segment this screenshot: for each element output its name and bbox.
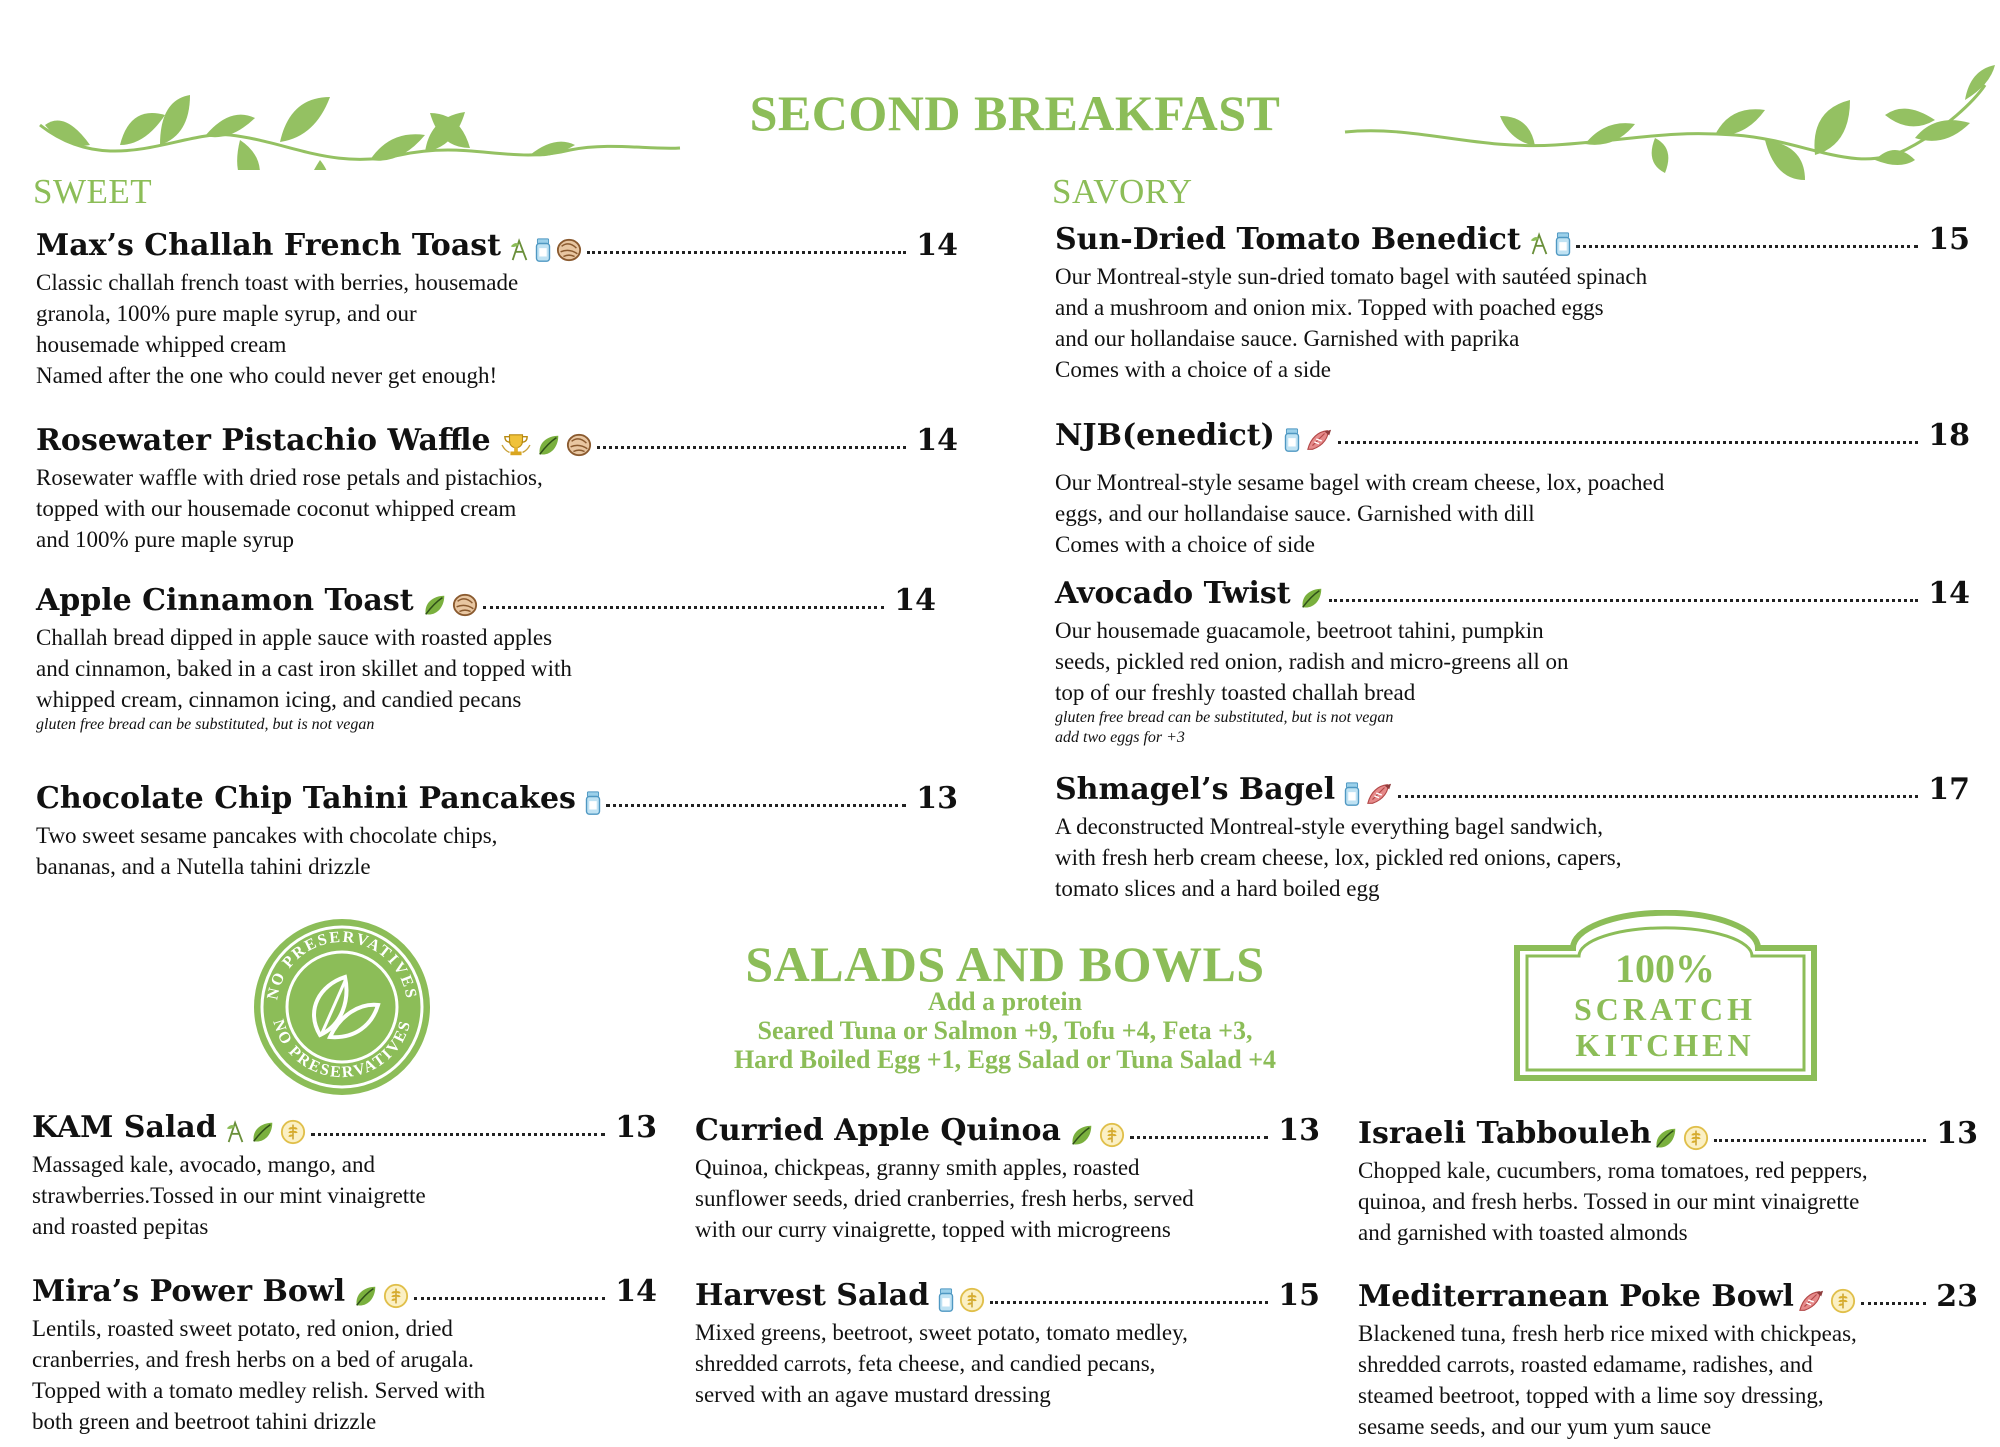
item-price: 13 bbox=[916, 781, 958, 816]
dot-leader bbox=[1329, 599, 1919, 602]
protein-line: Seared Tuna or Salmon +9, Tofu +4, Feta +3, bbox=[757, 1016, 1253, 1045]
vegetarian-icon bbox=[1529, 231, 1551, 257]
item-description bbox=[695, 1317, 1320, 1410]
dairy-icon bbox=[1283, 427, 1301, 453]
badge-text-scratch: SCRATCH bbox=[1573, 991, 1757, 1027]
desc-line: whipped cream, cinnamon icing, and candied pecans bbox=[36, 687, 522, 712]
item-price: 15 bbox=[1278, 1278, 1320, 1313]
desc-line: Our housemade guacamole, beetroot tahini, pumpkin bbox=[1055, 618, 1544, 643]
item-description bbox=[1055, 811, 1970, 904]
desc-line: Two sweet sesame pancakes with chocolate chips, bbox=[36, 823, 498, 848]
desc-line: Our Montreal-style sun-dried tomato bagel with sautéed spinach bbox=[1055, 264, 1648, 289]
desc-line: Lentils, roasted sweet potato, red onion, dried bbox=[32, 1316, 453, 1341]
desc-line: strawberries.Tossed in our mint vinaigrette bbox=[32, 1183, 426, 1208]
salads-column-2 bbox=[695, 1113, 1320, 1410]
desc-line: and 100% pure maple syrup bbox=[36, 527, 295, 552]
desc-line: seeds, pickled red onion, radish and micro-greens all on bbox=[1055, 649, 1569, 674]
desc-line: shredded carrots, roasted edamame, radishes, and bbox=[1358, 1352, 1813, 1377]
item-name: Harvest Salad bbox=[695, 1278, 930, 1313]
desc-line: both green and beetroot tahini drizzle bbox=[32, 1409, 377, 1434]
desc-line: and cinnamon, baked in a cast iron skillet and topped with bbox=[36, 656, 572, 681]
vegetarian-icon bbox=[225, 1119, 247, 1145]
gluten-free-icon bbox=[958, 1287, 986, 1313]
page-title: SECOND BREAKFAST bbox=[749, 85, 1281, 141]
dot-leader bbox=[1576, 245, 1919, 248]
menu-item bbox=[36, 228, 958, 423]
menu-item bbox=[36, 781, 958, 882]
desc-line: top of our freshly toasted challah bread bbox=[1055, 680, 1416, 705]
salads-column-1 bbox=[32, 1110, 657, 1437]
desc-line: Comes with a choice of a side bbox=[1055, 357, 1331, 382]
dairy-icon bbox=[1554, 231, 1572, 257]
item-description bbox=[1055, 261, 1970, 385]
desc-line: served with an agave mustard dressing bbox=[695, 1382, 1051, 1407]
item-name: Mira’s Power Bowl bbox=[32, 1274, 346, 1309]
item-price: 14 bbox=[916, 228, 958, 263]
item-price: 14 bbox=[916, 423, 958, 458]
item-note: gluten free bread can be substituted, but is not vegan bbox=[1055, 709, 1394, 726]
desc-line: Named after the one who could never get enough! bbox=[36, 363, 498, 388]
desc-line: bananas, and a Nutella tahini drizzle bbox=[36, 854, 371, 879]
item-name: KAM Salad bbox=[32, 1110, 217, 1145]
menu-item bbox=[1055, 418, 1970, 576]
item-price: 13 bbox=[1936, 1116, 1978, 1151]
fish-icon bbox=[1304, 427, 1334, 453]
savory-column bbox=[1055, 222, 1970, 904]
dot-leader bbox=[1130, 1136, 1268, 1139]
dot-leader bbox=[483, 606, 885, 609]
nut-icon bbox=[565, 432, 593, 458]
fish-icon bbox=[1796, 1288, 1826, 1314]
dairy-icon bbox=[584, 790, 602, 816]
no-preservatives-badge bbox=[250, 915, 435, 1100]
item-name: Avocado Twist bbox=[1055, 576, 1291, 611]
item-price: 13 bbox=[1278, 1113, 1320, 1148]
vegan-leaf-icon bbox=[1653, 1125, 1679, 1151]
menu-item bbox=[1358, 1116, 1978, 1279]
menu-item bbox=[36, 423, 958, 583]
menu-item bbox=[695, 1113, 1320, 1278]
item-description bbox=[695, 1152, 1320, 1245]
item-price: 23 bbox=[1936, 1279, 1978, 1314]
item-name: Israeli Tabbouleh bbox=[1358, 1116, 1652, 1151]
section-heading-sweet: SWEET bbox=[33, 172, 153, 211]
salads-column-3 bbox=[1358, 1116, 1978, 1442]
nut-icon bbox=[555, 237, 583, 263]
dot-leader bbox=[1714, 1139, 1926, 1142]
desc-line: with our curry vinaigrette, topped with microgreens bbox=[695, 1217, 1171, 1242]
desc-line: eggs, and our hollandaise sauce. Garnished with dill bbox=[1055, 501, 1535, 526]
dot-leader bbox=[1861, 1302, 1926, 1305]
vegan-leaf-icon bbox=[353, 1283, 379, 1309]
protein-line: Hard Boiled Egg +1, Egg Salad or Tuna Salad +4 bbox=[733, 1045, 1277, 1074]
desc-line: Challah bread dipped in apple sauce with roasted apples bbox=[36, 625, 553, 650]
gluten-free-icon bbox=[1829, 1288, 1857, 1314]
dot-leader bbox=[990, 1301, 1268, 1304]
item-name: Apple Cinnamon Toast bbox=[36, 583, 414, 618]
sweet-column bbox=[36, 228, 958, 882]
item-price: 14 bbox=[1928, 576, 1970, 611]
item-name: Curried Apple Quinoa bbox=[695, 1113, 1061, 1148]
desc-line: Classic challah french toast with berries, housemade bbox=[36, 270, 519, 295]
dot-leader bbox=[414, 1297, 605, 1300]
menu-item bbox=[1055, 222, 1970, 418]
item-price: 13 bbox=[615, 1110, 657, 1145]
award-icon bbox=[499, 432, 533, 458]
desc-line: sunflower seeds, dried cranberries, fresh herbs, served bbox=[695, 1186, 1194, 1211]
desc-line: Comes with a choice of side bbox=[1055, 532, 1315, 557]
protein-heading: Add a protein bbox=[927, 987, 1083, 1016]
desc-line: and a mushroom and onion mix. Topped with poached eggs bbox=[1055, 295, 1604, 320]
item-name: Max’s Challah French Toast bbox=[36, 228, 501, 263]
vegan-leaf-icon bbox=[536, 432, 562, 458]
item-price: 14 bbox=[894, 583, 936, 618]
dot-leader bbox=[606, 804, 906, 807]
item-description bbox=[1358, 1318, 1978, 1442]
item-description bbox=[1055, 615, 1970, 708]
desc-line: Quinoa, chickpeas, granny smith apples, roasted bbox=[695, 1155, 1140, 1180]
dot-leader bbox=[597, 446, 907, 449]
item-name: Chocolate Chip Tahini Pancakes bbox=[36, 781, 576, 816]
desc-line: sesame seeds, and our yum yum sauce bbox=[1358, 1414, 1712, 1439]
vegan-leaf-icon bbox=[250, 1119, 276, 1145]
desc-line: A deconstructed Montreal-style everything bagel sandwich, bbox=[1055, 814, 1604, 839]
menu-item bbox=[695, 1278, 1320, 1410]
desc-line: cranberries, and fresh herbs on a bed of arugala. bbox=[32, 1347, 474, 1372]
desc-line: Rosewater waffle with dried rose petals and pistachios, bbox=[36, 465, 543, 490]
badge-text-percent: 100% bbox=[1615, 946, 1715, 991]
gluten-free-icon bbox=[382, 1283, 410, 1309]
item-price: 17 bbox=[1928, 772, 1970, 807]
item-name: Rosewater Pistachio Waffle bbox=[36, 423, 491, 458]
section-heading-salads: SALADS AND BOWLS bbox=[745, 936, 1265, 992]
badge-text-top: NO PRESERVATIVES bbox=[264, 928, 420, 1002]
dot-leader bbox=[311, 1133, 606, 1136]
desc-line: topped with our housemade coconut whipped cream bbox=[36, 496, 517, 521]
item-price: 15 bbox=[1928, 222, 1970, 257]
item-name: Sun-Dried Tomato Benedict bbox=[1055, 222, 1521, 257]
menu-item bbox=[1055, 772, 1970, 904]
item-name: Mediterranean Poke Bowl bbox=[1358, 1279, 1794, 1314]
desc-line: shredded carrots, feta cheese, and candied pecans, bbox=[695, 1351, 1156, 1376]
desc-line: and roasted pepitas bbox=[32, 1214, 209, 1239]
item-name: NJB(enedict) bbox=[1055, 418, 1275, 453]
item-note: add two eggs for +3 bbox=[1055, 729, 1185, 746]
nut-icon bbox=[451, 592, 479, 618]
menu-item bbox=[32, 1274, 657, 1437]
menu-item bbox=[32, 1110, 657, 1274]
desc-line: tomato slices and a hard boiled egg bbox=[1055, 876, 1380, 901]
dairy-icon bbox=[1343, 781, 1361, 807]
menu-item bbox=[1055, 576, 1970, 772]
gluten-free-icon bbox=[1098, 1122, 1126, 1148]
gluten-free-icon bbox=[279, 1119, 307, 1145]
desc-line: steamed beetroot, topped with a lime soy dressing, bbox=[1358, 1383, 1824, 1408]
desc-line: Chopped kale, cucumbers, roma tomatoes, red peppers, bbox=[1358, 1158, 1868, 1183]
item-description bbox=[32, 1149, 657, 1242]
item-description bbox=[1358, 1155, 1978, 1248]
menu-item bbox=[1358, 1279, 1978, 1442]
fish-icon bbox=[1364, 781, 1394, 807]
desc-line: Massaged kale, avocado, mango, and bbox=[32, 1152, 375, 1177]
desc-line: Our Montreal-style sesame bagel with cream cheese, lox, poached bbox=[1055, 470, 1665, 495]
item-note: gluten free bread can be substituted, but is not vegan bbox=[36, 716, 375, 733]
section-heading-savory: SAVORY bbox=[1052, 172, 1193, 211]
desc-line: Blackened tuna, fresh herb rice mixed with chickpeas, bbox=[1358, 1321, 1857, 1346]
desc-line: granola, 100% pure maple syrup, and our bbox=[36, 301, 417, 326]
badge-text-kitchen: KITCHEN bbox=[1575, 1027, 1755, 1063]
vegan-leaf-icon bbox=[422, 592, 448, 618]
item-description bbox=[36, 820, 958, 882]
badge-text-bottom: NO PRESERVATIVES bbox=[269, 1017, 415, 1082]
scratch-kitchen-badge bbox=[1513, 910, 1818, 1085]
item-name: Shmagel’s Bagel bbox=[1055, 772, 1336, 807]
vegan-leaf-icon bbox=[1299, 585, 1325, 611]
desc-line: quinoa, and fresh herbs. Tossed in our mint vinaigrette bbox=[1358, 1189, 1860, 1214]
desc-line: with fresh herb cream cheese, lox, pickled red onions, capers, bbox=[1055, 845, 1622, 870]
dot-leader bbox=[1338, 441, 1918, 444]
dairy-icon bbox=[534, 237, 552, 263]
desc-line: Topped with a tomato medley relish. Served with bbox=[32, 1378, 486, 1403]
dairy-icon bbox=[937, 1287, 955, 1313]
menu-item bbox=[36, 583, 958, 781]
item-description bbox=[36, 267, 958, 391]
vegan-leaf-icon bbox=[1069, 1122, 1095, 1148]
vegetarian-icon bbox=[509, 237, 531, 263]
desc-line: and our hollandaise sauce. Garnished with paprika bbox=[1055, 326, 1520, 351]
desc-line: and garnished with toasted almonds bbox=[1358, 1220, 1688, 1245]
item-description bbox=[36, 462, 958, 555]
item-price: 18 bbox=[1928, 418, 1970, 453]
desc-line: Mixed greens, beetroot, sweet potato, tomato medley, bbox=[695, 1320, 1188, 1345]
item-description bbox=[32, 1313, 657, 1437]
item-description bbox=[1055, 467, 1970, 560]
dot-leader bbox=[1398, 795, 1918, 798]
item-description bbox=[36, 622, 958, 715]
desc-line: housemade whipped cream bbox=[36, 332, 287, 357]
gluten-free-icon bbox=[1682, 1125, 1710, 1151]
item-price: 14 bbox=[615, 1274, 657, 1309]
dot-leader bbox=[587, 251, 906, 254]
